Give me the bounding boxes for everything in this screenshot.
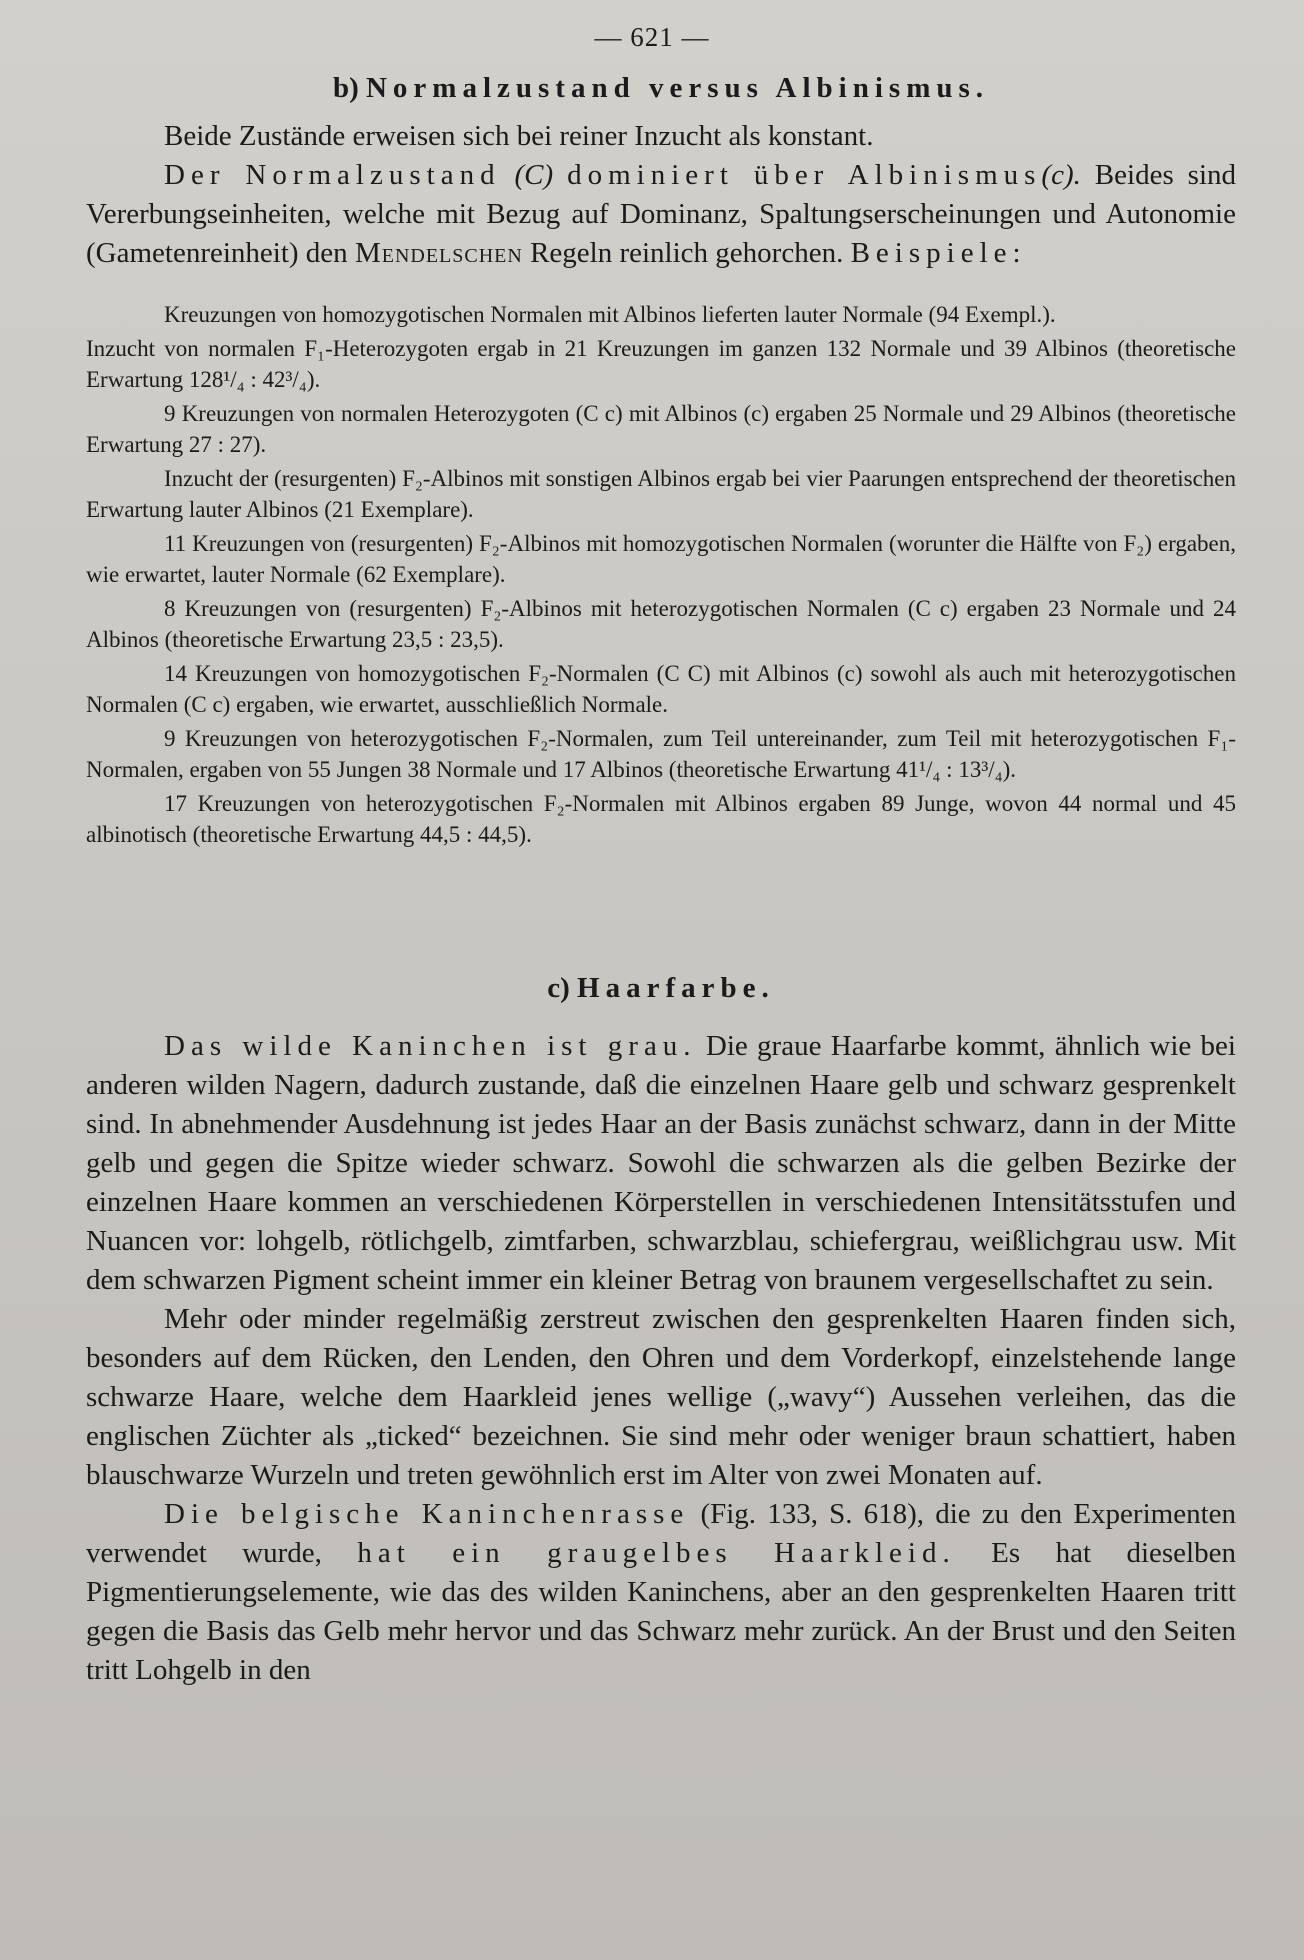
p1-spaced: Das wilde Kaninchen ist grau. xyxy=(164,1030,697,1062)
section-c-prefix: c) xyxy=(547,972,570,1004)
section-b-heading xyxy=(86,72,1236,105)
page-number: — 621 — xyxy=(594,22,710,52)
intro-rest-2: Regeln reinlich gehorchen. xyxy=(530,237,844,269)
intro-mendel: Mendelschen xyxy=(354,237,523,269)
intro-line-1: Beide Zustände erweisen sich bei reiner Inzucht als konstant. xyxy=(164,120,874,152)
p3-spaced-1: Die belgische Kaninchenrasse xyxy=(164,1498,690,1530)
example-item: 17 Kreuzungen von heterozygotischen F₂-Normalen mit Albinos ergaben 89 Junge, wovon 44 normal und 45 albinotisch (theoretische Erwartung 44,5 : 44,5). xyxy=(86,790,1236,847)
intro-paragraph-1 xyxy=(86,117,1236,156)
haarfarbe-paragraph-3 xyxy=(86,1495,1236,1690)
haarfarbe-paragraph-2: Mehr oder minder regelmäßig zerstreut zwischen den gesprenkelten Haaren finden sich, besonders auf dem Rücken, den Lenden, den Ohren und dem Vorderkopf, einzelstehende lange schwarze Haare, welche dem Haarkleid jenes wellige („wavy“) Aussehen verleihen, das die englischen Züchter als „ticked“ bezeichnen. Sie sind mehr oder weniger braun schattiert, haben blauschwarze Wurzeln und treten gewöhnlich erst im Alter von zwei Monaten auf. xyxy=(86,1303,1236,1491)
section-b-title: Normalzustand versus Albinismus. xyxy=(365,72,990,104)
intro-spaced-1: Der Normalzustand xyxy=(164,159,501,191)
example-item: 14 Kreuzungen von homozygotischen F₂-Normalen (C C) mit Albinos (c) sowohl als auch mit heterozygotischen Normalen (C c) ergaben, wie erwartet, ausschließlich Normale. xyxy=(86,660,1236,717)
example-item: 9 Kreuzungen von normalen Heterozygoten (C c) mit Albinos (c) ergaben 25 Normale und 29 Albinos (theoretische Erwartung 27 : 27). xyxy=(86,400,1236,457)
example-item: 8 Kreuzungen von (resurgenten) F₂-Albinos mit heterozygotischen Normalen (C c) ergaben 23 Normale und 24 Albinos (theoretische Erwartung 23,5 : 23,5). xyxy=(86,595,1236,652)
section-c xyxy=(86,972,1236,1690)
p1-rest: Die graue Haarfarbe kommt, ähnlich wie bei anderen wilden Nagern, dadurch zustande, daß die einzelnen Haare gelb und schwarz gesprenkelt sind. In abnehmender Ausdehnung ist jedes Haar an der Basis zunächst schwarz, dann in der Mitte gelb und gegen die Spitze wieder schwarz. Sowohl die schwarzen als die gelben Bezirke der einzelnen Haare kommen an verschiedenen Körperstellen in verschiedenen Intensitätsstufen und Nuancen vor: lohgelb, rötlichgelb, zimtfarben, schwarzblau, schiefergrau, weißlichgrau usw. Mit dem schwarzen Pigment scheint immer ein kleiner Betrag von braunem vergesellschaftet zu sein. xyxy=(86,1030,1236,1296)
example-item: 11 Kreuzungen von (resurgenten) F₂-Albinos mit homozygotischen Normalen (worunter die Hälfte von F₂) ergaben, wie erwartet, lauter Normale (62 Exemplare). xyxy=(86,530,1236,587)
p3-rest: Es hat dieselben Pigmentierungselemente, wie das des wilden Kaninchens, aber an den gesprenkelten Haaren tritt gegen die Basis das Gelb mehr hervor und das Schwarz mehr zurück. An der Brust und den Seiten tritt Lohgelb in den xyxy=(86,1537,1236,1686)
intro-symbol-c-upper: (C) xyxy=(514,159,554,191)
example-item: Kreuzungen von homozygotischen Normalen mit Albinos lieferten lauter Normale (94 Exempl.). xyxy=(164,302,1056,327)
intro-rest: Beides sind Vererbungseinheiten, welche mit Bezug auf Dominanz, Spaltungserscheinungen und Autonomie (Gametenreinheit) den xyxy=(86,159,1236,269)
section-c-title: Haarfarbe. xyxy=(577,972,775,1004)
p3-spaced-2: hat ein graugelbes Haarkleid. xyxy=(357,1537,956,1569)
example-item: 9 Kreuzungen von heterozygotischen F₂-Normalen, zum Teil untereinander, zum Teil mit heterozygotischen F₁-Normalen, ergaben von 55 Jungen 38 Normale und 17 Albinos (theoretische Erwartung 41¹/₄ : 13³/₄). xyxy=(86,725,1236,782)
p3-mid: (Fig. 133, S. 618), die zu den Experimenten verwendet wurde, xyxy=(86,1498,1236,1569)
intro-paragraph-2 xyxy=(86,156,1236,273)
section-c-heading xyxy=(86,972,1236,1005)
intro-spaced-2: dominiert über Albinismus xyxy=(567,159,1042,191)
example-item: Inzucht der (resurgenten) F₂-Albinos mit sonstigen Albinos ergab bei vier Paarungen entsprechend der theoretischen Erwartung lauter Albinos (21 Exemplare). xyxy=(86,465,1236,522)
section-b-intro xyxy=(86,117,1236,273)
haarfarbe-paragraph-1 xyxy=(86,1027,1236,1300)
section-b-prefix: b) xyxy=(332,72,359,104)
examples-list xyxy=(86,299,1236,851)
intro-beispiele: Beispiele: xyxy=(850,237,1027,269)
section-c-body xyxy=(86,1027,1236,1690)
intro-symbol-c-lower: (c). xyxy=(1041,159,1081,191)
example-item: Inzucht von normalen F₁-Heterozygoten ergab in 21 Kreuzungen im ganzen 132 Normale und 39 Albinos (theoretische Erwartung 128¹/₄ : 42³/₄). xyxy=(86,335,1236,392)
section-b xyxy=(86,72,1236,851)
